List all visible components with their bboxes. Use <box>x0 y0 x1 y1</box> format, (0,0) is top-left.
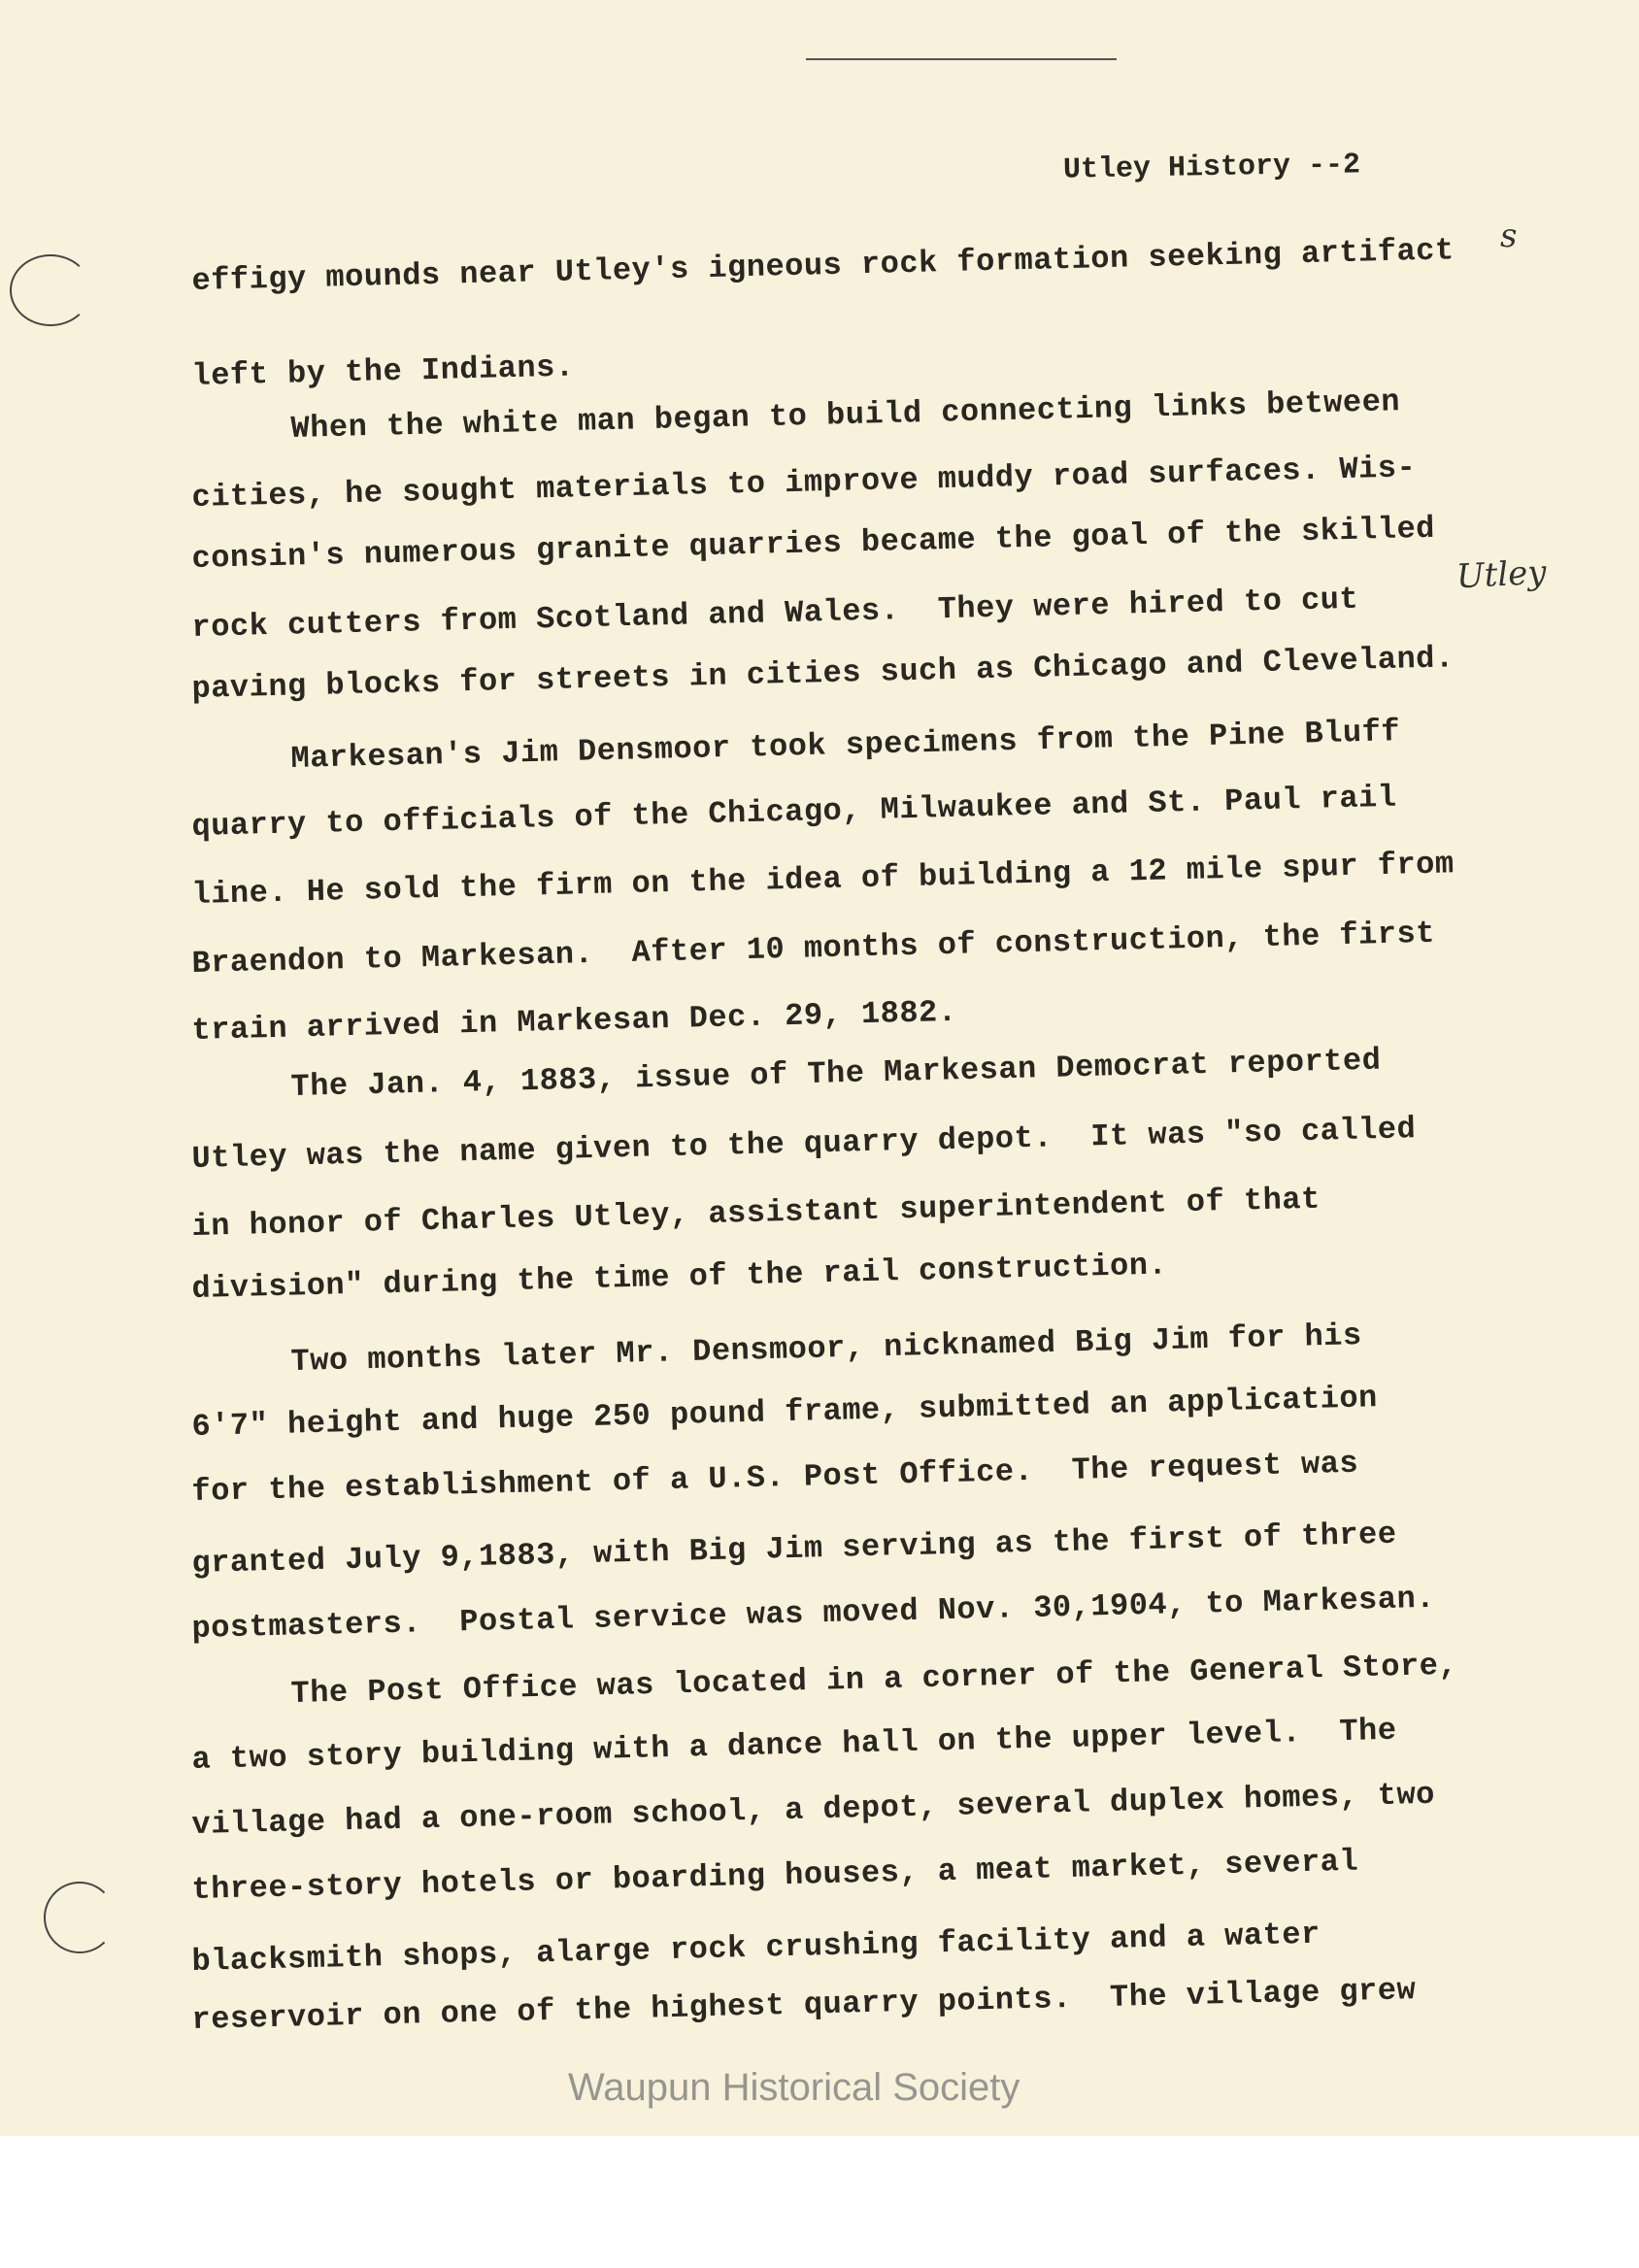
text-line: in honor of Charles Utley, assistant superintendent of that <box>191 1181 1321 1245</box>
handwritten-utley: Utley <box>1455 552 1548 597</box>
text-line: Two months later Mr. Densmoor, nicknamed Big Jim for his <box>290 1317 1363 1380</box>
text-line: Markesan's Jim Densmoor took specimens from the Pine Bluff <box>290 714 1401 777</box>
text-line: When the white man began to build connecting links between <box>290 384 1401 447</box>
text-line: for the establishment of a U.S. Post Office. The request was <box>191 1445 1359 1510</box>
text-line: The Jan. 4, 1883, issue of The Markesan Democrat reported <box>290 1042 1382 1105</box>
text-line: a two story building with a dance hall on the upper level. The <box>191 1712 1397 1778</box>
text-line: quarry to officials of the Chicago, Milwaukee and St. Paul rail <box>191 779 1397 845</box>
text-line: Utley was the name given to the quarry depot. It was "so called <box>191 1111 1417 1177</box>
text-line: 6'7" height and huge 250 pound frame, submitted an application <box>191 1380 1379 1445</box>
text-line: division" during the time of the rail construction. <box>191 1247 1168 1307</box>
top-rule <box>806 58 1117 60</box>
text-line: rock cutters from Scotland and Wales. They were hired to cut <box>191 581 1359 646</box>
text-line: paving blocks for streets in cities such as Chicago and Cleveland. <box>191 640 1455 707</box>
text-line: reservoir on one of the highest quarry points. The village grew <box>191 1972 1417 2038</box>
text-line: cities, he sought materials to improve muddy road surfaces. Wis- <box>191 450 1417 516</box>
text-line: line. He sold the firm on the idea of building a 12 mile spur from <box>191 846 1455 913</box>
text-line: left by the Indians. <box>191 349 575 394</box>
text-line: Braendon to Markesan. After 10 months of construction, the first <box>191 915 1436 982</box>
text-line: postmasters. Postal service was moved Nov. 30,1904, to Markesan. <box>191 1580 1436 1647</box>
text-line: The Post Office was located in a corner of the General Store, <box>290 1647 1458 1712</box>
watermark: Waupun Historical Society <box>568 2066 1020 2109</box>
text-line: village had a one-room school, a depot, several duplex homes, two <box>191 1776 1436 1843</box>
text-line: blacksmith shops, alarge rock crushing facility and a water <box>191 1916 1321 1980</box>
text-line: train arrived in Markesan Dec. 29, 1882. <box>191 993 957 1049</box>
punch-hole-mark <box>44 1882 116 1953</box>
text-line: granted July 9,1883, with Big Jim serving as the first of three <box>191 1516 1397 1582</box>
text-line: effigy mounds near Utley's igneous rock formation seeking artifact <box>191 232 1455 299</box>
text-line: consin's numerous granite quarries became the goal of the skilled <box>191 510 1436 577</box>
text-line: three-story hotels or boarding houses, a meat market, several <box>191 1843 1359 1908</box>
page-header: Utley History --2 <box>1062 149 1361 187</box>
punch-hole-mark <box>10 254 91 326</box>
handwritten-s: s <box>1500 217 1518 255</box>
